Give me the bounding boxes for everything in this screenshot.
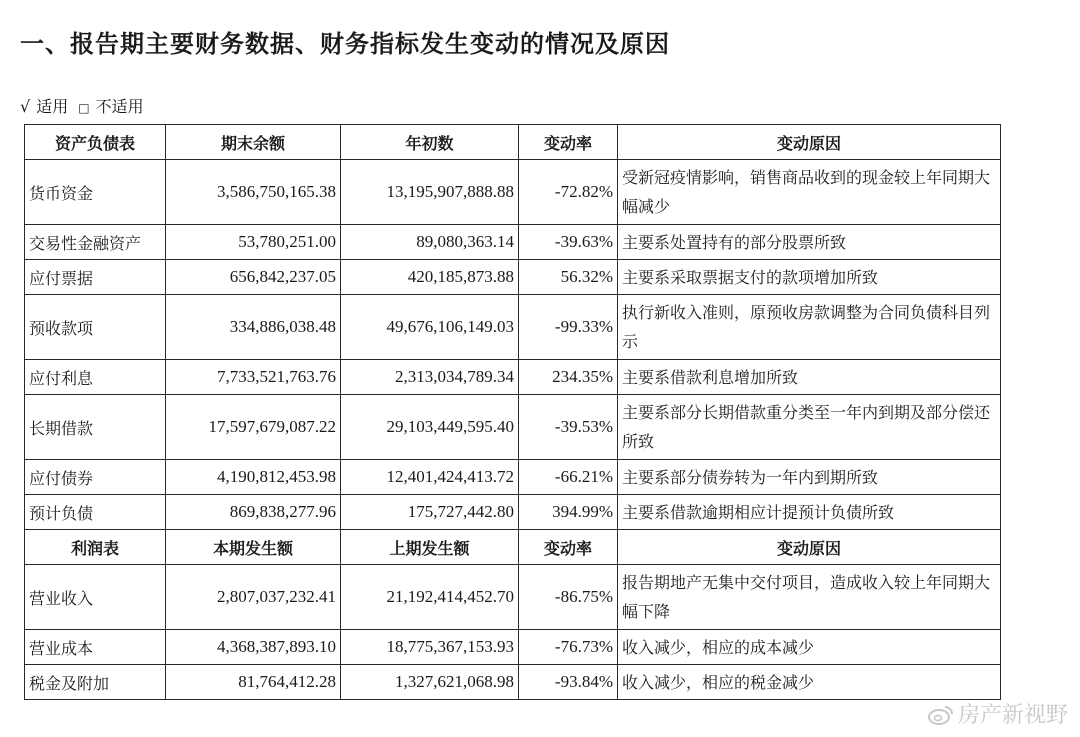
prior-period-value: 18,775,367,153.93 bbox=[341, 630, 519, 665]
empty-checkbox-icon: □ bbox=[78, 101, 90, 115]
change-reason: 执行新收入准则，原预收房款调整为合同负债科目列示 bbox=[618, 295, 1001, 360]
change-rate: -66.21% bbox=[519, 460, 618, 495]
weibo-icon bbox=[928, 705, 954, 725]
period-end-value: 17,597,679,087.22 bbox=[166, 395, 341, 460]
table-row bbox=[25, 395, 1001, 460]
period-end-value: 334,886,038.48 bbox=[166, 295, 341, 360]
table-row bbox=[25, 225, 1001, 260]
current-period-value: 2,807,037,232.41 bbox=[166, 565, 341, 630]
prior-period-value: 21,192,414,452.70 bbox=[341, 565, 519, 630]
period-end-value: 3,586,750,165.38 bbox=[166, 160, 341, 225]
change-rate: -76.73% bbox=[519, 630, 618, 665]
period-begin-value: 29,103,449,595.40 bbox=[341, 395, 519, 460]
change-rate: 394.99% bbox=[519, 495, 618, 530]
table-row bbox=[25, 160, 1001, 225]
not-applicable-label: 不适用 bbox=[95, 97, 144, 116]
table-row bbox=[25, 495, 1001, 530]
change-reason: 受新冠疫情影响，销售商品收到的现金较上年同期大幅减少 bbox=[618, 160, 1001, 225]
item-name: 税金及附加 bbox=[25, 665, 166, 700]
table-row bbox=[25, 260, 1001, 295]
table-row bbox=[25, 360, 1001, 395]
change-reason: 主要系部分债券转为一年内到期所致 bbox=[618, 460, 1001, 495]
header-cell: 变动原因 bbox=[618, 530, 1001, 565]
change-rate: -39.53% bbox=[519, 395, 618, 460]
period-end-value: 53,780,251.00 bbox=[166, 225, 341, 260]
header-cell: 年初数 bbox=[341, 125, 519, 160]
current-period-value: 4,368,387,893.10 bbox=[166, 630, 341, 665]
prior-period-value: 1,327,621,068.98 bbox=[341, 665, 519, 700]
period-begin-value: 175,727,442.80 bbox=[341, 495, 519, 530]
item-name: 营业成本 bbox=[25, 630, 166, 665]
header-cell: 资产负债表 bbox=[25, 125, 166, 160]
header-cell: 期末余额 bbox=[166, 125, 341, 160]
change-reason: 收入减少，相应的税金减少 bbox=[618, 665, 1001, 700]
item-name: 长期借款 bbox=[25, 395, 166, 460]
change-reason: 主要系采取票据支付的款项增加所致 bbox=[618, 260, 1001, 295]
income-statement-header-row bbox=[25, 530, 1001, 565]
change-reason: 主要系借款逾期相应计提预计负债所致 bbox=[618, 495, 1001, 530]
header-cell: 本期发生额 bbox=[166, 530, 341, 565]
period-end-value: 7,733,521,763.76 bbox=[166, 360, 341, 395]
header-cell: 利润表 bbox=[25, 530, 166, 565]
balance-sheet-header-row bbox=[25, 125, 1001, 160]
period-end-value: 4,190,812,453.98 bbox=[166, 460, 341, 495]
table-row bbox=[25, 460, 1001, 495]
period-begin-value: 2,313,034,789.34 bbox=[341, 360, 519, 395]
header-cell: 变动率 bbox=[519, 530, 618, 565]
table-row bbox=[25, 295, 1001, 360]
change-rate: 234.35% bbox=[519, 360, 618, 395]
watermark-text: 房产新视野 bbox=[957, 703, 1068, 728]
period-end-value: 869,838,277.96 bbox=[166, 495, 341, 530]
change-rate: -72.82% bbox=[519, 160, 618, 225]
change-reason: 主要系借款利息增加所致 bbox=[618, 360, 1001, 395]
change-rate: -93.84% bbox=[519, 665, 618, 700]
period-begin-value: 13,195,907,888.88 bbox=[341, 160, 519, 225]
change-reason: 报告期地产无集中交付项目，造成收入较上年同期大幅下降 bbox=[618, 565, 1001, 630]
table-row bbox=[25, 630, 1001, 665]
change-rate: -86.75% bbox=[519, 565, 618, 630]
period-begin-value: 89,080,363.14 bbox=[341, 225, 519, 260]
change-rate: 56.32% bbox=[519, 260, 618, 295]
change-rate: -39.63% bbox=[519, 225, 618, 260]
period-begin-value: 12,401,424,413.72 bbox=[341, 460, 519, 495]
table-row bbox=[25, 665, 1001, 700]
table-row bbox=[25, 565, 1001, 630]
applicable-label: 适用 bbox=[36, 97, 69, 116]
header-cell: 变动原因 bbox=[618, 125, 1001, 160]
item-name: 应付利息 bbox=[25, 360, 166, 395]
applicability-line bbox=[20, 94, 144, 117]
period-begin-value: 49,676,106,149.03 bbox=[341, 295, 519, 360]
change-reason: 主要系处置持有的部分股票所致 bbox=[618, 225, 1001, 260]
item-name: 货币资金 bbox=[25, 160, 166, 225]
item-name: 营业收入 bbox=[25, 565, 166, 630]
period-begin-value: 420,185,873.88 bbox=[341, 260, 519, 295]
watermark bbox=[928, 698, 1068, 729]
item-name: 预收款项 bbox=[25, 295, 166, 360]
period-end-value: 656,842,237.05 bbox=[166, 260, 341, 295]
current-period-value: 81,764,412.28 bbox=[166, 665, 341, 700]
item-name: 预计负债 bbox=[25, 495, 166, 530]
change-reason: 主要系部分长期借款重分类至一年内到期及部分偿还所致 bbox=[618, 395, 1001, 460]
section-heading: 一、报告期主要财务数据、财务指标发生变动的情况及原因 bbox=[20, 30, 670, 58]
item-name: 应付债券 bbox=[25, 460, 166, 495]
item-name: 交易性金融资产 bbox=[25, 225, 166, 260]
change-reason: 收入减少，相应的成本减少 bbox=[618, 630, 1001, 665]
header-cell: 上期发生额 bbox=[341, 530, 519, 565]
change-rate: -99.33% bbox=[519, 295, 618, 360]
check-mark-icon: √ bbox=[20, 97, 31, 116]
item-name: 应付票据 bbox=[25, 260, 166, 295]
header-cell: 变动率 bbox=[519, 125, 618, 160]
financial-change-table bbox=[24, 124, 1001, 700]
